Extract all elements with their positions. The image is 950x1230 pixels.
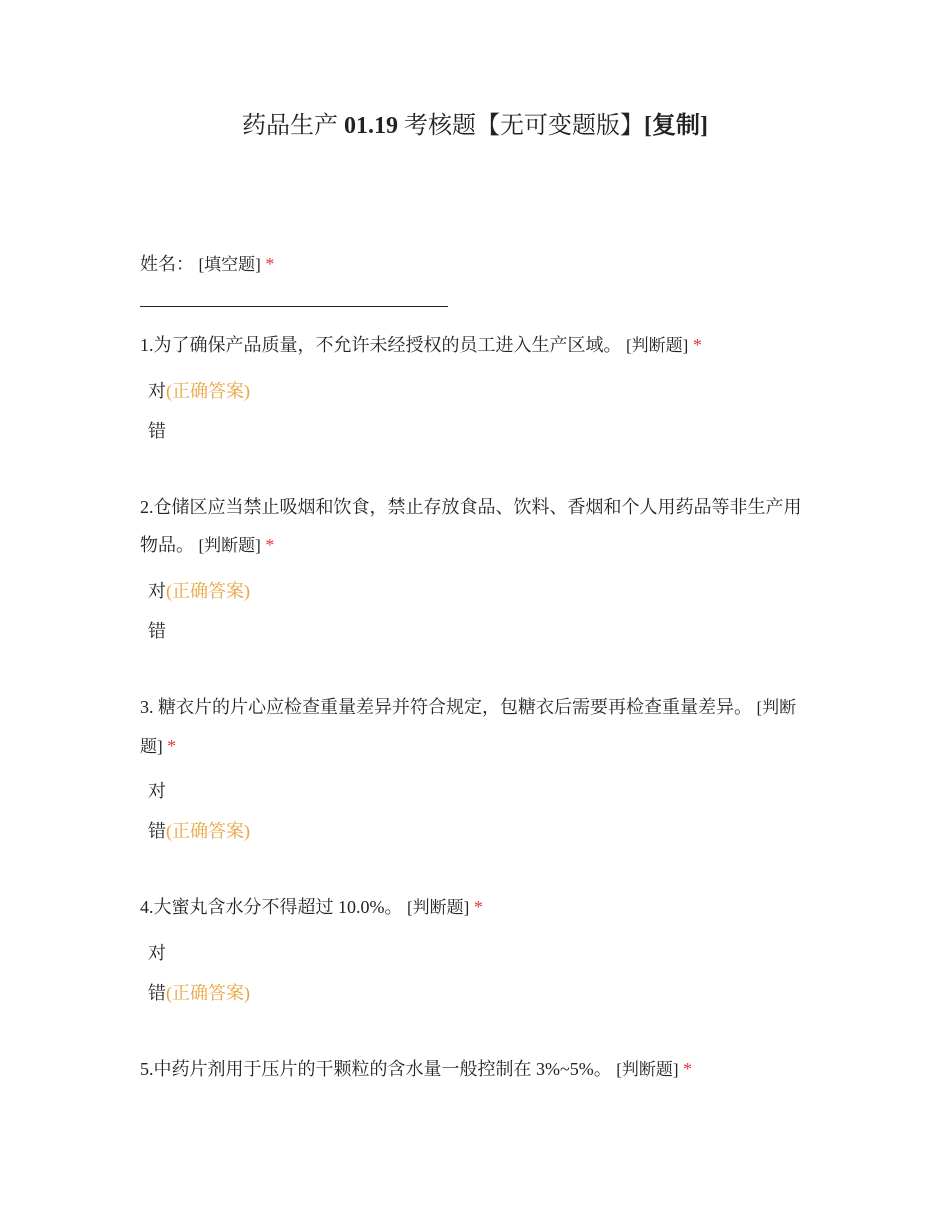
option-true[interactable] xyxy=(148,779,166,803)
required-mark: * xyxy=(473,897,483,917)
option-label: 错 xyxy=(148,621,166,641)
question-5 xyxy=(140,1050,810,1089)
title-prefix: 药品生产 xyxy=(242,113,338,139)
required-mark: * xyxy=(265,535,275,555)
option-label: 错 xyxy=(148,821,166,841)
title-number: 01.19 xyxy=(344,113,398,139)
question-3 xyxy=(140,688,810,766)
option-true[interactable] xyxy=(148,941,166,965)
question-type: [判断题] xyxy=(616,1060,679,1079)
name-question xyxy=(140,245,810,284)
option-false[interactable] xyxy=(148,981,250,1005)
name-input-line[interactable] xyxy=(140,306,448,307)
required-mark: * xyxy=(683,1059,693,1079)
question-text: 1.为了确保产品质量，不允许未经授权的员工进入生产区域。 xyxy=(140,335,622,355)
question-text: 3. 糖衣片的片心应检查重量差异并符合规定，包糖衣后需要再检查重量差异。 xyxy=(140,697,752,717)
title-copy-tag: [复制] xyxy=(644,113,708,139)
option-label: 错 xyxy=(148,421,166,441)
question-text: 4.大蜜丸含水分不得超过 10.0%。 xyxy=(140,897,403,917)
required-mark: * xyxy=(167,736,177,756)
question-type: [判断题] xyxy=(407,898,470,917)
option-false[interactable] xyxy=(148,819,250,843)
question-type: [判断题] xyxy=(140,698,797,756)
correct-answer-mark: (正确答案) xyxy=(166,381,250,401)
correct-answer-mark: (正确答案) xyxy=(166,581,250,601)
option-label: 对 xyxy=(148,943,166,963)
question-type: [判断题] xyxy=(198,536,261,555)
question-type: [填空题] xyxy=(198,255,261,274)
question-text: 5.中药片剂用于压片的干颗粒的含水量一般控制在 3%~5%。 xyxy=(140,1059,612,1079)
question-4 xyxy=(140,888,810,927)
required-mark: * xyxy=(265,254,275,274)
option-label: 对 xyxy=(148,581,166,601)
question-type: [判断题] xyxy=(626,336,689,355)
option-true[interactable] xyxy=(148,379,250,403)
option-label: 对 xyxy=(148,781,166,801)
required-mark: * xyxy=(692,335,702,355)
correct-answer-mark: (正确答案) xyxy=(166,983,250,1003)
title-middle: 考核题【无可变题版】 xyxy=(404,113,644,139)
correct-answer-mark: (正确答案) xyxy=(166,821,250,841)
page-title xyxy=(0,108,950,144)
question-text: 2.仓储区应当禁止吸烟和饮食，禁止存放食品、饮料、香烟和个人用药品等非生产用物品。 xyxy=(140,497,802,555)
name-label: 姓名： xyxy=(140,254,194,274)
question-2 xyxy=(140,488,810,565)
option-label: 对 xyxy=(148,381,166,401)
option-true[interactable] xyxy=(148,579,250,603)
option-label: 错 xyxy=(148,983,166,1003)
option-false[interactable] xyxy=(148,419,166,443)
question-1 xyxy=(140,326,810,365)
option-false[interactable] xyxy=(148,619,166,643)
